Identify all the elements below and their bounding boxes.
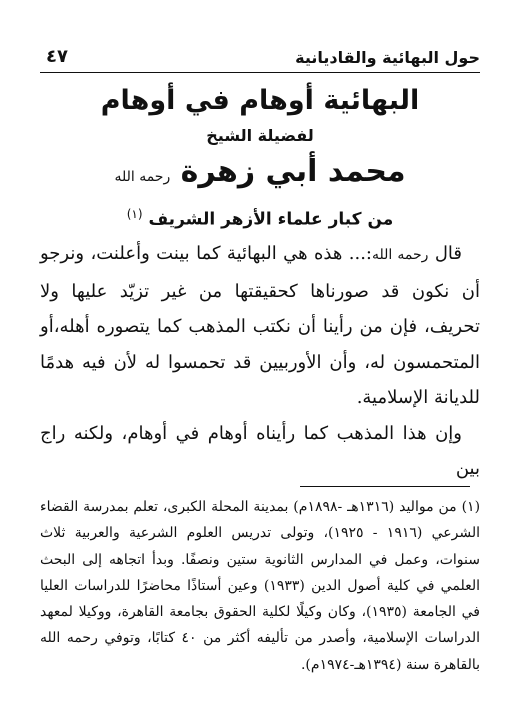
footnote-reference: (١) bbox=[126, 207, 143, 221]
footnote-text-1: من مواليد (١٣١٦هـ -١٨٩٨م) بمدينة المحلة الكبرى، تعلم بمدرسة القضاء الشرعي (١٩١٦ - ١٩٢٥)، وتولى تدريس العلوم الشرعية والعربية ثلاث سنوات، وعمل في المدارس الثانوية ستين ونصفًا. وبدأ اتجاهه إلى البحث العلمي في كلية أصول الدين (١٩٣٣) وعين أستاذًا محاضرًا للدراسات العليا في الجامعة (١٩٣٥)، وكان وكيلًا لكلية الحقوق بجامعة القاهرة، ووكيلا لمعهد الدراسات الإسلامية، وأصدر من تأليفه أكثر من ٤٠ كتابًا، وتوفي bbox=[40, 499, 480, 647]
author-name bbox=[40, 152, 480, 197]
paragraph-1-text: :... هذه هي البهائية كما بينت وأعلنت، ونرجو أن نكون قد صورناها كحقيقتها من غير تزيّد عليها ولا تحريف، فإن من رأينا أن نكتب المذهب كما يتصوره أهله،أو المتحمسون له، وأن الأوربيين قد تحمسوا له لأن فيه هدمًا للديانة الإسلامية. bbox=[40, 243, 480, 408]
page-number: ٤٧ bbox=[46, 46, 68, 67]
author-honorific: رحمه الله bbox=[114, 169, 171, 185]
article-title: البهائية أوهام في أوهام bbox=[100, 85, 420, 116]
paragraph-1-honorific: رحمه الله bbox=[371, 247, 429, 263]
paragraph-1 bbox=[40, 236, 480, 416]
footnote-honorific: رحمه الله bbox=[40, 630, 98, 647]
footnote-1 bbox=[40, 494, 480, 678]
footnote-marker: (١) bbox=[461, 499, 481, 515]
paragraph-1-intro: قال bbox=[434, 243, 462, 264]
running-header bbox=[40, 46, 480, 73]
footnote-separator bbox=[300, 486, 470, 487]
paragraph-2: وإن هذا المذهب كما رأيناه أوهام في أوهام، ولكنه راج بين bbox=[40, 422, 480, 479]
running-header-title: حول البهائية والقاديانية bbox=[295, 48, 480, 67]
article-heading bbox=[40, 82, 480, 233]
affiliation-text: من كبار علماء الأزهر الشريف bbox=[148, 209, 394, 230]
body-text bbox=[40, 236, 480, 487]
byline: لفضيلة الشيخ bbox=[206, 126, 314, 145]
author-affiliation bbox=[40, 201, 480, 233]
author-name-text: محمد أبي زهرة bbox=[180, 154, 406, 189]
footnotes bbox=[40, 494, 480, 678]
footnote-text-2: بالقاهرة سنة (١٣٩٤هـ-١٩٧٤م). bbox=[300, 656, 480, 673]
